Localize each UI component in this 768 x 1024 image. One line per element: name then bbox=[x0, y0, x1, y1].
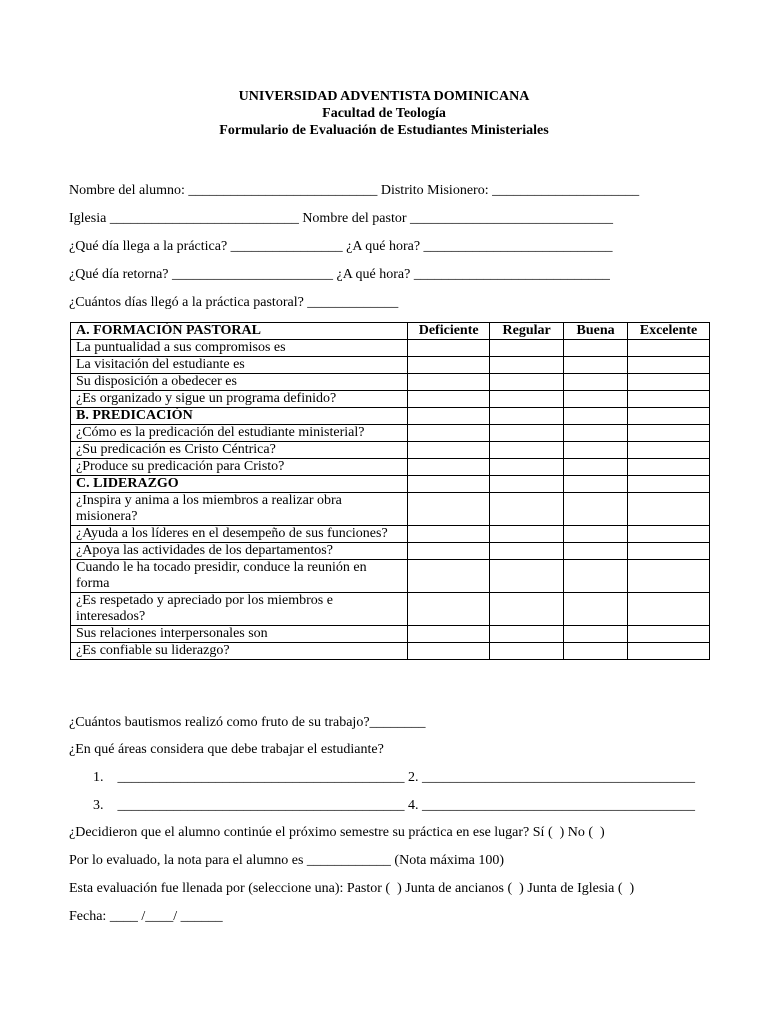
column-header: Buena bbox=[564, 323, 628, 340]
rating-cell[interactable] bbox=[490, 357, 564, 374]
rating-cell[interactable] bbox=[408, 493, 490, 526]
criterion-label: La puntualidad a sus compromisos es bbox=[71, 340, 408, 357]
rating-cell[interactable] bbox=[408, 459, 490, 476]
table-row bbox=[71, 643, 710, 660]
criterion-label: ¿Inspira y anima a los miembros a realizar obra misionera? bbox=[71, 493, 408, 526]
table-row bbox=[71, 442, 710, 459]
continue-question[interactable]: ¿Decidieron que el alumno continúe el próximo semestre su práctica en ese lugar? Sí ( ) No ( ) bbox=[69, 825, 605, 840]
criterion-label: ¿Ayuda a los líderes en el desempeño de sus funciones? bbox=[71, 526, 408, 543]
rating-cell[interactable] bbox=[408, 626, 490, 643]
criterion-label: ¿Cómo es la predicación del estudiante ministerial? bbox=[71, 425, 408, 442]
university-name: UNIVERSIDAD ADVENTISTA DOMINICANA bbox=[238, 89, 530, 104]
rating-cell[interactable] bbox=[408, 560, 490, 593]
rating-cell[interactable] bbox=[408, 643, 490, 660]
rating-cell[interactable] bbox=[490, 626, 564, 643]
table-row bbox=[71, 526, 710, 543]
evaluation-table bbox=[70, 322, 710, 660]
rating-cell[interactable] bbox=[564, 340, 628, 357]
rating-cell[interactable] bbox=[490, 408, 564, 425]
table-row bbox=[71, 459, 710, 476]
section-row bbox=[71, 476, 710, 493]
church-pastor-field[interactable]: Iglesia ___________________________ Nombre del pastor _____________________________ bbox=[69, 211, 614, 226]
rating-cell[interactable] bbox=[490, 526, 564, 543]
rating-cell[interactable] bbox=[408, 476, 490, 493]
criterion-label: Cuando le ha tocado presidir, conduce la reunión en forma bbox=[71, 560, 408, 593]
criterion-label: ¿Su predicación es Cristo Céntrica? bbox=[71, 442, 408, 459]
rating-cell[interactable] bbox=[490, 593, 564, 626]
rating-cell[interactable] bbox=[628, 357, 710, 374]
faculty-name: Facultad de Teología bbox=[322, 106, 446, 121]
rating-cell[interactable] bbox=[490, 425, 564, 442]
rating-cell[interactable] bbox=[564, 560, 628, 593]
criterion-label: ¿Es confiable su liderazgo? bbox=[71, 643, 408, 660]
rating-cell[interactable] bbox=[490, 391, 564, 408]
rating-cell[interactable] bbox=[408, 357, 490, 374]
criterion-label: ¿Apoya las actividades de los departamentos? bbox=[71, 543, 408, 560]
table-row bbox=[71, 493, 710, 526]
rating-cell[interactable] bbox=[490, 476, 564, 493]
table-row bbox=[71, 391, 710, 408]
date-field[interactable]: Fecha: ____ /____/ ______ bbox=[69, 909, 223, 924]
table-row bbox=[71, 374, 710, 391]
column-header: Excelente bbox=[628, 323, 710, 340]
grade-field[interactable]: Por lo evaluado, la nota para el alumno es ____________ (Nota máxima 100) bbox=[69, 853, 505, 868]
rating-cell[interactable] bbox=[490, 442, 564, 459]
criterion-label: ¿Es organizado y sigue un programa definido? bbox=[71, 391, 408, 408]
rating-cell[interactable] bbox=[564, 391, 628, 408]
form-title: Formulario de Evaluación de Estudiantes Ministeriales bbox=[219, 123, 549, 138]
arrival-day-time-field[interactable]: ¿Qué día llega a la práctica? ________________ ¿A qué hora? ___________________________ bbox=[69, 239, 613, 254]
rating-cell[interactable] bbox=[628, 459, 710, 476]
rating-cell[interactable] bbox=[564, 543, 628, 560]
rating-cell[interactable] bbox=[564, 442, 628, 459]
rating-cell[interactable] bbox=[628, 408, 710, 425]
rating-cell[interactable] bbox=[490, 560, 564, 593]
rating-cell[interactable] bbox=[628, 626, 710, 643]
rating-cell[interactable] bbox=[628, 543, 710, 560]
rating-cell[interactable] bbox=[628, 442, 710, 459]
form-header bbox=[0, 88, 768, 139]
criterion-label: Su disposición a obedecer es bbox=[71, 374, 408, 391]
rating-cell[interactable] bbox=[490, 643, 564, 660]
rating-cell[interactable] bbox=[564, 476, 628, 493]
section-row bbox=[71, 323, 710, 340]
column-header: Regular bbox=[490, 323, 564, 340]
rating-cell[interactable] bbox=[628, 643, 710, 660]
section-row bbox=[71, 408, 710, 425]
rating-cell[interactable] bbox=[628, 374, 710, 391]
rating-cell[interactable] bbox=[408, 391, 490, 408]
criterion-label: ¿Es respetado y apreciado por los miembros e interesados? bbox=[71, 593, 408, 626]
areas-line-3-4[interactable]: 3. _________________________________________ 4. _______________________________________ bbox=[93, 798, 695, 813]
rating-cell[interactable] bbox=[628, 560, 710, 593]
rating-cell[interactable] bbox=[628, 476, 710, 493]
section-title: A. FORMACIÓN PASTORAL bbox=[71, 323, 408, 340]
rating-cell[interactable] bbox=[628, 425, 710, 442]
section-title: B. PREDICACIÓN bbox=[71, 408, 408, 425]
criterion-label: ¿Produce su predicación para Cristo? bbox=[71, 459, 408, 476]
rating-cell[interactable] bbox=[490, 340, 564, 357]
rating-cell[interactable] bbox=[490, 493, 564, 526]
rating-cell[interactable] bbox=[408, 526, 490, 543]
rating-cell[interactable] bbox=[490, 543, 564, 560]
rating-cell[interactable] bbox=[564, 357, 628, 374]
rating-cell[interactable] bbox=[490, 459, 564, 476]
return-day-time-field[interactable]: ¿Qué día retorna? _______________________ ¿A qué hora? ____________________________ bbox=[69, 267, 610, 282]
filled-by-field[interactable]: Esta evaluación fue llenada por (seleccione una): Pastor ( ) Junta de ancianos ( ) Junta de Iglesia ( ) bbox=[69, 881, 635, 896]
rating-cell[interactable] bbox=[628, 391, 710, 408]
baptisms-field[interactable]: ¿Cuántos bautismos realizó como fruto de su trabajo?________ bbox=[69, 715, 426, 730]
table-row bbox=[71, 626, 710, 643]
table-row bbox=[71, 425, 710, 442]
table-row bbox=[71, 543, 710, 560]
rating-cell[interactable] bbox=[628, 493, 710, 526]
rating-cell[interactable] bbox=[628, 526, 710, 543]
rating-cell[interactable] bbox=[628, 340, 710, 357]
rating-cell[interactable] bbox=[408, 442, 490, 459]
student-name-district-field[interactable]: Nombre del alumno: ___________________________ Distrito Misionero: _____________________ bbox=[69, 183, 640, 198]
rating-cell[interactable] bbox=[564, 493, 628, 526]
rating-cell[interactable] bbox=[408, 374, 490, 391]
rating-cell[interactable] bbox=[408, 340, 490, 357]
rating-cell[interactable] bbox=[564, 593, 628, 626]
rating-cell[interactable] bbox=[564, 408, 628, 425]
table-row bbox=[71, 357, 710, 374]
areas-question: ¿En qué áreas considera que debe trabajar el estudiante? bbox=[69, 742, 384, 757]
rating-cell[interactable] bbox=[564, 374, 628, 391]
rating-cell[interactable] bbox=[564, 643, 628, 660]
criterion-label: Sus relaciones interpersonales son bbox=[71, 626, 408, 643]
areas-line-1-2[interactable]: 1. _________________________________________ 2. _______________________________________ bbox=[93, 770, 695, 785]
table-row bbox=[71, 593, 710, 626]
rating-cell[interactable] bbox=[408, 408, 490, 425]
rating-cell[interactable] bbox=[564, 425, 628, 442]
section-title: C. LIDERAZGO bbox=[71, 476, 408, 493]
rating-cell[interactable] bbox=[564, 526, 628, 543]
table-row bbox=[71, 340, 710, 357]
rating-cell[interactable] bbox=[564, 626, 628, 643]
criterion-label: La visitación del estudiante es bbox=[71, 357, 408, 374]
rating-cell[interactable] bbox=[408, 593, 490, 626]
rating-cell[interactable] bbox=[408, 425, 490, 442]
table-row bbox=[71, 560, 710, 593]
rating-cell[interactable] bbox=[490, 374, 564, 391]
rating-cell[interactable] bbox=[408, 543, 490, 560]
column-header: Deficiente bbox=[408, 323, 490, 340]
practice-days-field[interactable]: ¿Cuántos días llegó a la práctica pastoral? _____________ bbox=[69, 295, 399, 310]
rating-cell[interactable] bbox=[628, 593, 710, 626]
rating-cell[interactable] bbox=[564, 459, 628, 476]
